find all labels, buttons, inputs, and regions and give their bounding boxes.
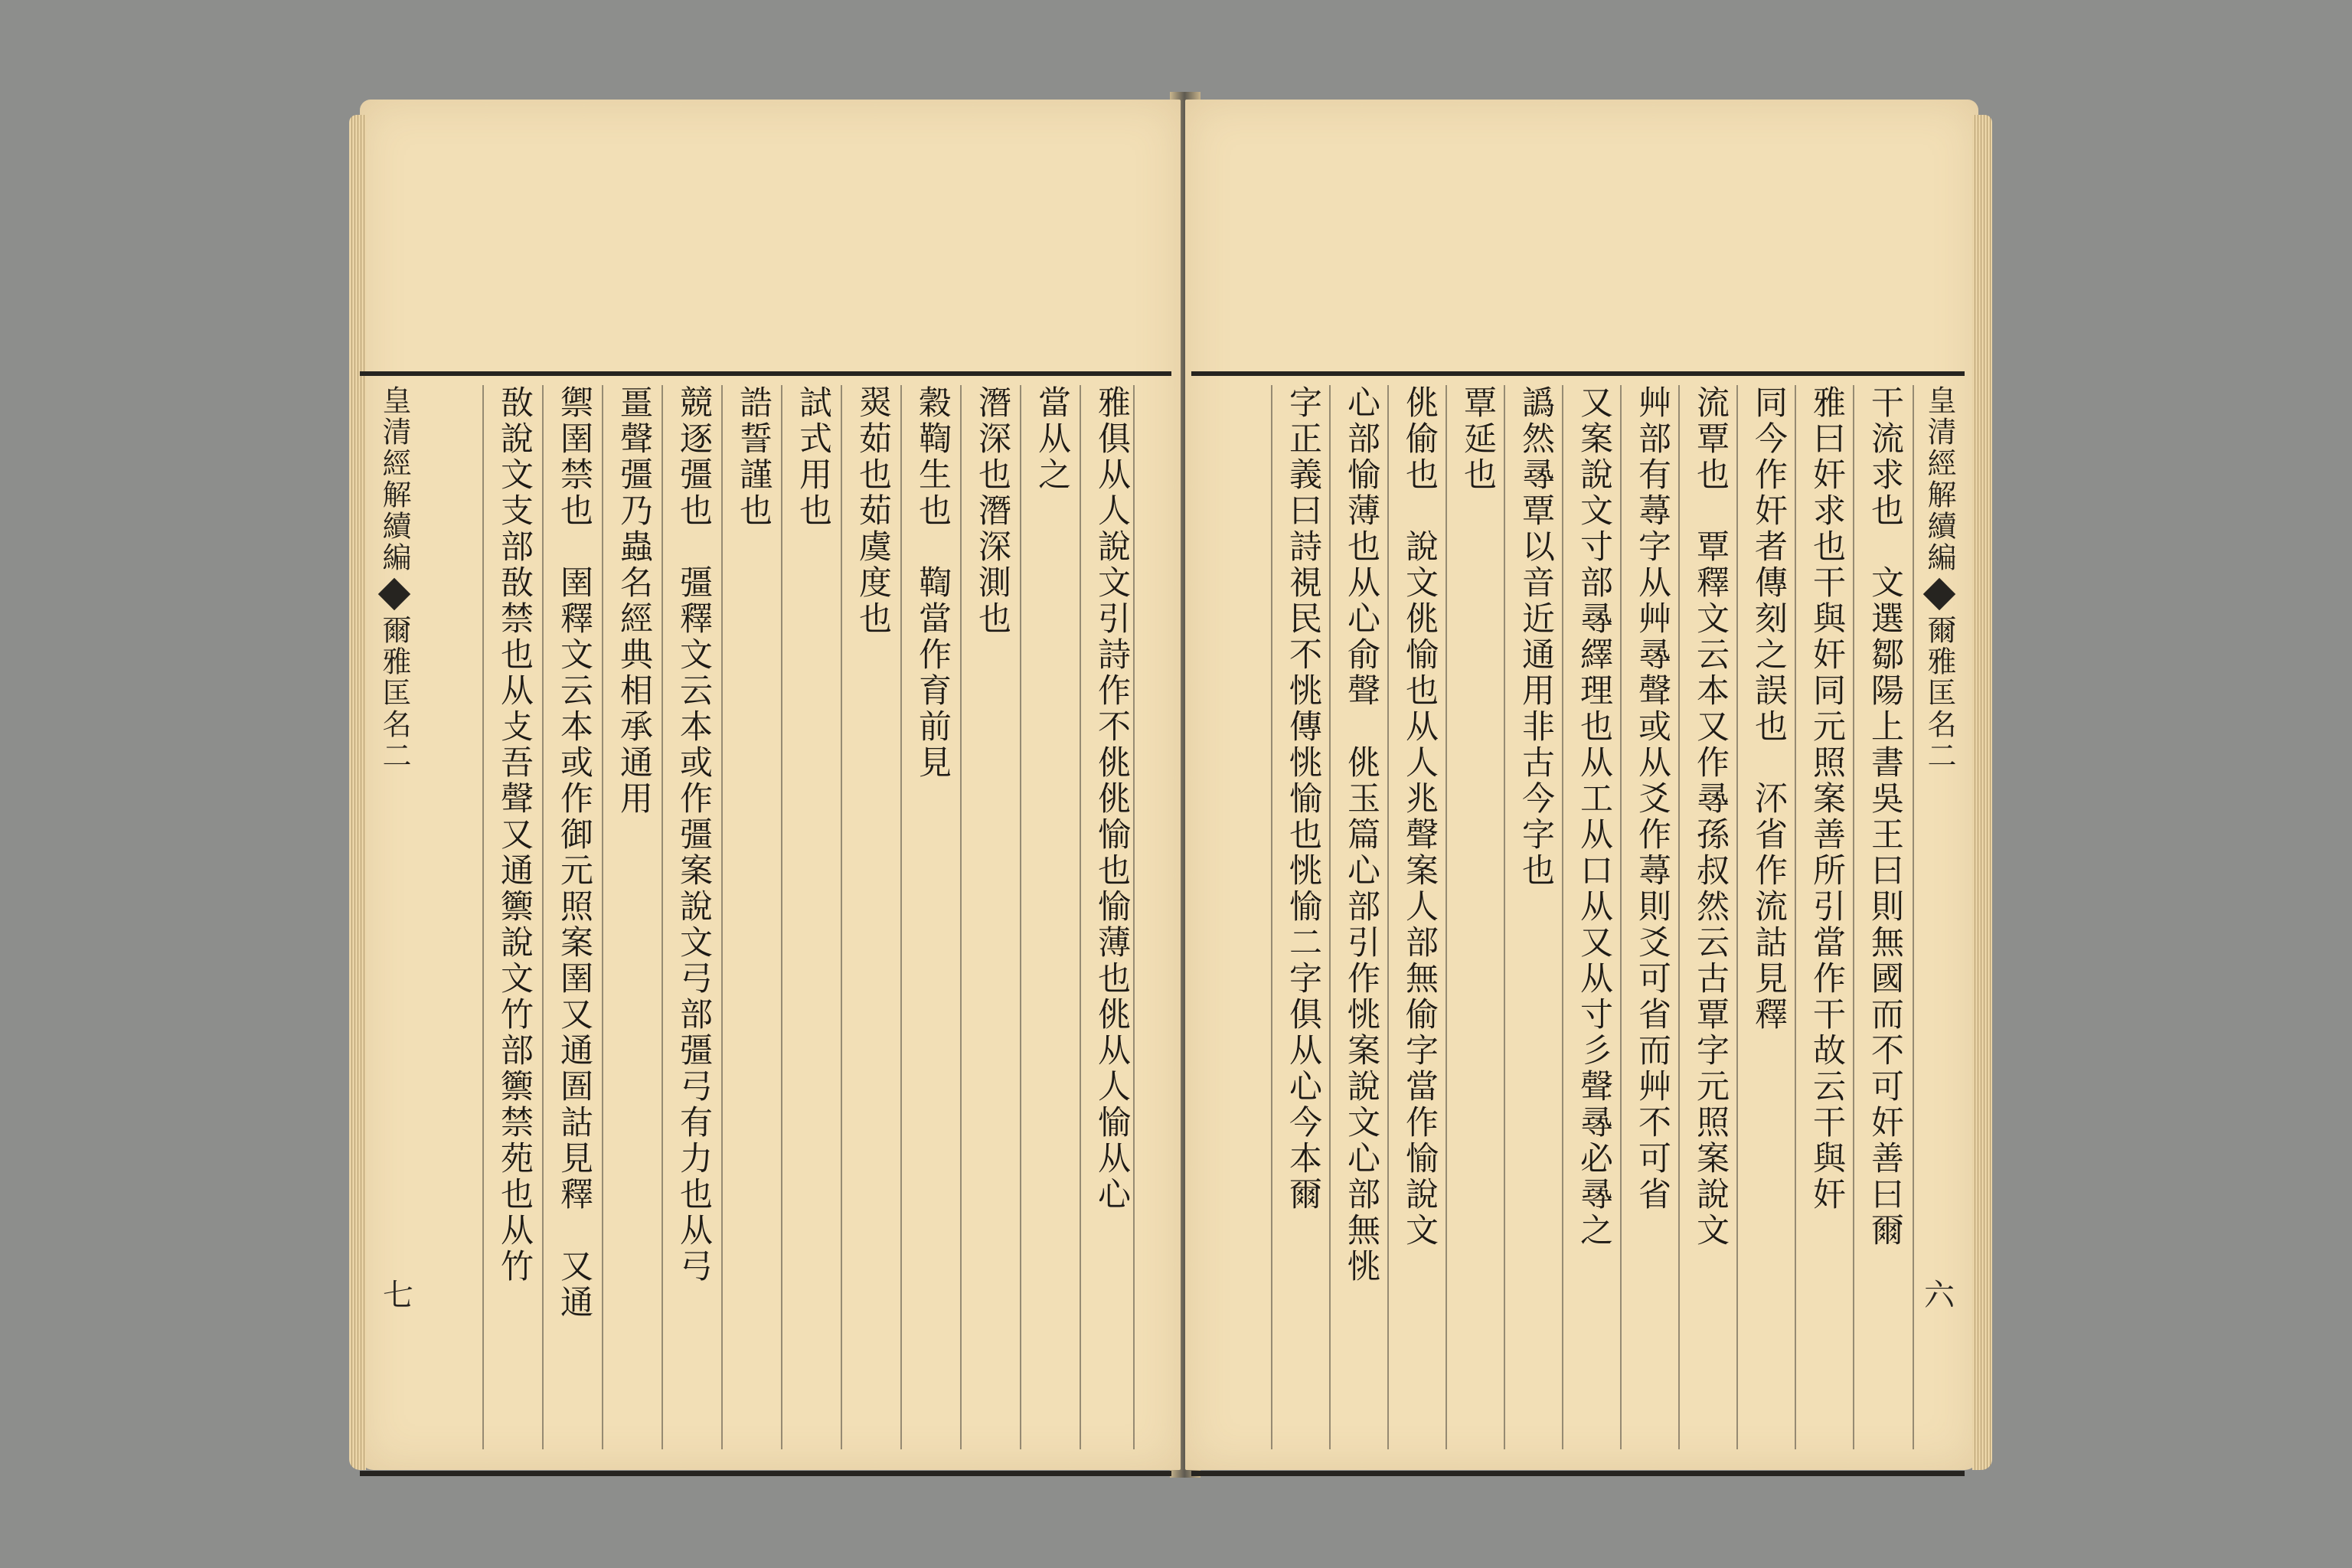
section-title: 爾雅匡名二 — [1922, 615, 1956, 772]
right-col-6: 又案說文寸部㝷繹理也从工从口从又从寸彡聲㝷必㝷之 — [1575, 385, 1613, 1249]
column-rule — [1853, 385, 1854, 1449]
open-book — [360, 92, 1980, 1485]
page-number: 六 — [1924, 1278, 1955, 1313]
left-col-11: 敔說文支部敔禁也从攴吾聲又通籞說文竹部籞禁苑也从竹 — [495, 385, 534, 1285]
left-col-2: 當从之 — [1033, 385, 1071, 493]
left-col-4: 穀鞫生也 鞫當作育前見 — [913, 385, 952, 781]
left-col-6: 試式用也 — [794, 385, 832, 529]
fish-tail-mark — [1923, 578, 1955, 610]
fish-tail-mark — [378, 578, 410, 610]
page-edges-right — [1972, 115, 1992, 1470]
column-rule — [662, 385, 663, 1449]
column-rule — [781, 385, 782, 1449]
column-rule — [1795, 385, 1796, 1449]
column-rule — [1080, 385, 1081, 1449]
column-rule — [1736, 385, 1738, 1449]
column-rule — [482, 385, 484, 1449]
column-rule — [721, 385, 723, 1449]
left-col-5: 翜茹也茹虞度也 — [854, 385, 892, 637]
column-rule — [1271, 385, 1272, 1449]
column-rule — [542, 385, 544, 1449]
right-col-3: 同今作奸者傳刻之誤也 㳅省作流詁見釋 — [1749, 385, 1788, 1033]
running-title: 皇清經解續編 — [1922, 385, 1956, 573]
left-col-1: 雅俱从人說文引詩作不佻佻愉也愉薄也佻从人愉从心 — [1093, 385, 1131, 1213]
left-col-7: 誥誓謹也 — [734, 385, 773, 529]
column-rule — [1387, 385, 1389, 1449]
section-title: 爾雅匡名二 — [377, 615, 411, 772]
column-rule — [960, 385, 962, 1449]
page-number: 七 — [383, 1278, 413, 1313]
right-col-5: 艸部有蕁字从艸㝷聲或从爻作蕁則爻可省而艸不可省 — [1633, 385, 1671, 1213]
column-rule — [1913, 385, 1914, 1449]
left-col-9: 畺聲彊乃蟲名經典相承通用 — [615, 385, 653, 817]
running-title: 皇清經解續編 — [377, 385, 411, 573]
right-col-2: 雅曰奸求也干與奸同元照案善所引當作干故云干與奸 — [1808, 385, 1846, 1213]
left-page — [360, 100, 1181, 1470]
column-rule — [841, 385, 842, 1449]
left-col-10: 禦圉禁也 圉釋文云本或作御元照案圉又通圄詁見釋 又通 — [555, 385, 593, 1321]
column-rule — [1329, 385, 1331, 1449]
column-rule — [900, 385, 902, 1449]
right-page — [1185, 100, 1978, 1470]
right-col-4: 流覃也 覃釋文云本又作㝷孫叔然云古覃字元照案說文 — [1691, 385, 1730, 1249]
right-col-10: 心部愉薄也从心俞聲 佻玉篇心部引作恌案說文心部無恌 — [1342, 385, 1380, 1285]
column-rule — [1678, 385, 1680, 1449]
column-rule — [1620, 385, 1622, 1449]
column-rule — [1446, 385, 1447, 1449]
right-col-1: 干流求也 文選鄒陽上書吳王曰則無國而不可奸善曰爾 — [1866, 385, 1904, 1249]
left-col-8: 競逐彊也 彊釋文云本或作彊案說文弓部彊弓有力也从弓 — [675, 385, 713, 1285]
column-rule — [1562, 385, 1563, 1449]
right-col-8: 覃延也 — [1459, 385, 1497, 493]
column-rule — [1020, 385, 1021, 1449]
left-col-3: 潛深也潛深測也 — [973, 385, 1011, 637]
column-rule — [1504, 385, 1505, 1449]
column-rule — [602, 385, 603, 1449]
right-col-9: 佻偷也 說文佻愉也从人兆聲案人部無偷字當作愉說文 — [1400, 385, 1439, 1249]
right-col-11: 字正義曰詩視民不恌傳恌愉也恌愉二字俱从心今本爾 — [1284, 385, 1322, 1213]
right-col-7: 譌然㝷覃以音近通用非古今字也 — [1517, 385, 1555, 889]
